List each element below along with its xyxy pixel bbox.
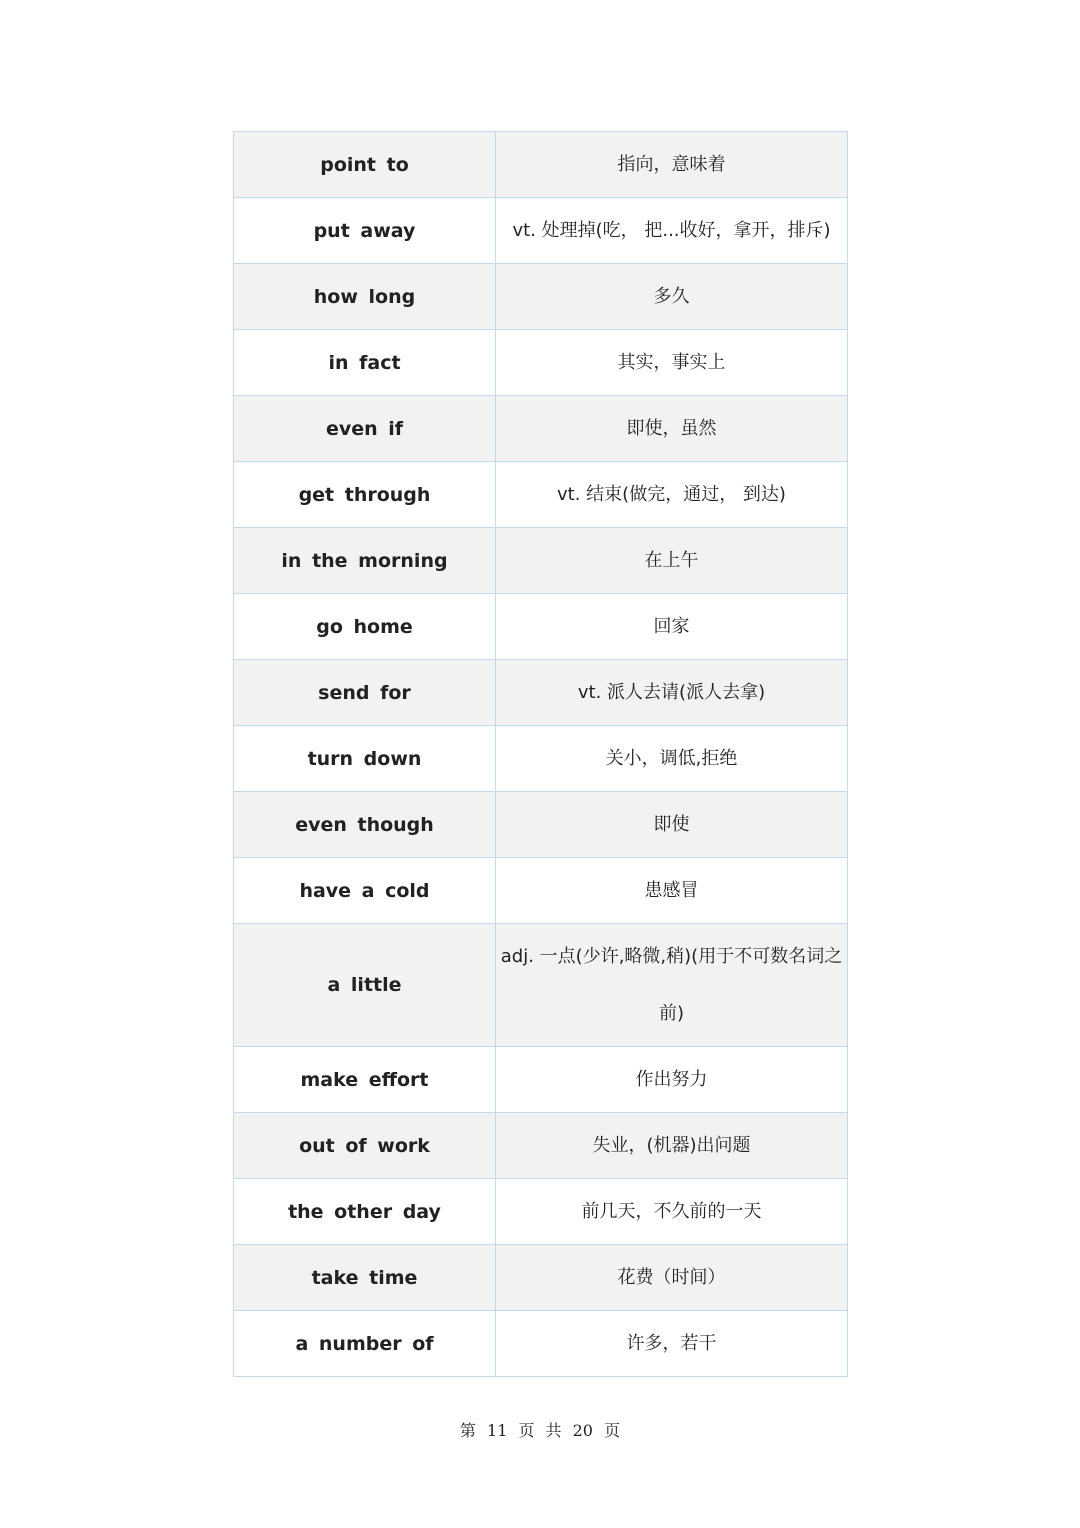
table-row — [234, 924, 848, 1047]
table-row — [234, 858, 848, 924]
meaning-cell: 其实，事实上 — [496, 330, 848, 396]
meaning-cell: 关小，调低,拒绝 — [496, 726, 848, 792]
phrase-cell: make effort — [234, 1047, 496, 1113]
meaning-cell: 患感冒 — [496, 858, 848, 924]
meaning-cell: 即使 — [496, 792, 848, 858]
table-row — [234, 264, 848, 330]
phrase-cell: get through — [234, 462, 496, 528]
table-row — [234, 1113, 848, 1179]
table-row — [234, 792, 848, 858]
meaning-cell: 多久 — [496, 264, 848, 330]
table-row — [234, 330, 848, 396]
meaning-cell: 回家 — [496, 594, 848, 660]
meaning-cell: vt. 派人去请(派人去拿) — [496, 660, 848, 726]
table-row — [234, 1047, 848, 1113]
phrase-cell: go home — [234, 594, 496, 660]
phrase-cell: how long — [234, 264, 496, 330]
table-row — [234, 1179, 848, 1245]
phrase-cell: a number of — [234, 1311, 496, 1377]
table-row — [234, 462, 848, 528]
meaning-cell: vt. 处理掉(吃， 把...收好，拿开，排斥) — [496, 198, 848, 264]
table-row — [234, 1311, 848, 1377]
phrase-cell: point to — [234, 132, 496, 198]
phrase-cell: send for — [234, 660, 496, 726]
table-row — [234, 726, 848, 792]
phrase-cell: even if — [234, 396, 496, 462]
meaning-cell: adj. 一点(少许,略微,稍)(用于不可数名词之前) — [496, 924, 848, 1047]
meaning-cell: 花费（时间） — [496, 1245, 848, 1311]
meaning-cell: 指向，意味着 — [496, 132, 848, 198]
phrase-cell: put away — [234, 198, 496, 264]
table-row — [234, 132, 848, 198]
phrase-cell: even though — [234, 792, 496, 858]
page-number-footer: 第 11 页 共 20 页 — [459, 1421, 621, 1440]
phrase-cell: have a cold — [234, 858, 496, 924]
meaning-cell: 在上午 — [496, 528, 848, 594]
phrase-cell: in fact — [234, 330, 496, 396]
phrase-cell: in the morning — [234, 528, 496, 594]
vocabulary-table — [233, 131, 848, 1377]
meaning-cell: vt. 结束(做完，通过， 到达) — [496, 462, 848, 528]
table-row — [234, 1245, 848, 1311]
meaning-cell: 许多，若干 — [496, 1311, 848, 1377]
meaning-cell: 作出努力 — [496, 1047, 848, 1113]
table-row — [234, 594, 848, 660]
meaning-cell: 失业，(机器)出问题 — [496, 1113, 848, 1179]
table-row — [234, 528, 848, 594]
phrase-cell: turn down — [234, 726, 496, 792]
meaning-cell: 即使，虽然 — [496, 396, 848, 462]
phrase-cell: a little — [234, 924, 496, 1047]
table-row — [234, 396, 848, 462]
phrase-cell: the other day — [234, 1179, 496, 1245]
phrase-cell: out of work — [234, 1113, 496, 1179]
table-row — [234, 660, 848, 726]
meaning-cell: 前几天，不久前的一天 — [496, 1179, 848, 1245]
phrase-cell: take time — [234, 1245, 496, 1311]
table-row — [234, 198, 848, 264]
